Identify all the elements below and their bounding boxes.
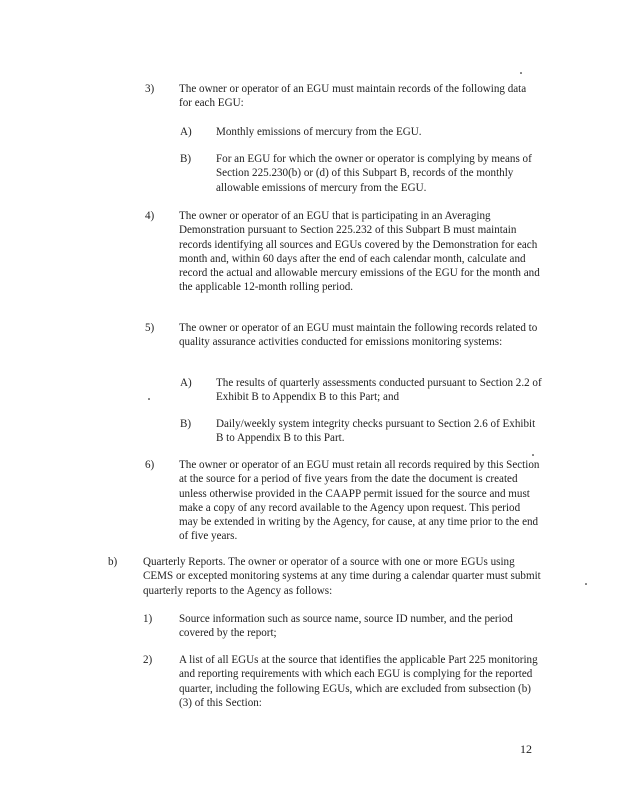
item-text: Monthly emissions of mercury from the EGU. xyxy=(216,126,422,138)
item-label: 5) xyxy=(145,322,155,334)
item-label: B) xyxy=(180,418,192,430)
item-text: The results of quarterly assessments conducted pursuant to Section 2.2 of Exhibit B to Appendix B to this Part; and xyxy=(216,377,542,404)
item-label: 2) xyxy=(143,654,153,666)
item-text: For an EGU for which the owner or operator is complying by means of Section 225.230(b) or (d) of this Subpart B, records of the monthly allowable emissions of mercury from the EGU. xyxy=(216,153,532,194)
item-text: The owner or operator of an EGU must retain all records required by this Section at the source for a period of five years from the date the document is created unless otherwise provided in the CAAPP permit issued for the source and must make a copy of any record available to the Agency upon request. This period may be extended in writing by the Agency, for cause, at any time prior to the end of five years. xyxy=(179,459,540,543)
scan-speck xyxy=(520,72,522,74)
item-text: Quarterly Reports. The owner or operator of a source with one or more EGUs using CEMS or excepted monitoring systems at any time during a calendar quarter must submit quarterly reports to the Agency as follows: xyxy=(143,556,541,597)
item-label: 6) xyxy=(145,459,155,471)
item-text: The owner or operator of an EGU must maintain the following records related to quality assurance activities conducted for emissions monitoring systems: xyxy=(179,322,538,349)
item-text: The owner or operator of an EGU must maintain records of the following data for each EGU: xyxy=(179,83,527,110)
item-label: A) xyxy=(180,126,192,138)
item-label: 3) xyxy=(145,83,155,95)
item-text: Source information such as source name, source ID number, and the period covered by the report; xyxy=(179,613,513,640)
item-label: B) xyxy=(180,153,192,165)
page-number: 12 xyxy=(520,742,532,756)
scan-speck xyxy=(148,398,150,400)
item-text: The owner or operator of an EGU that is participating in an Averaging Demonstration pursuant to Section 225.232 of this Subpart B must maintain records identifying all sources and EGUs covered by the Demonstration for each month and, within 60 days after the end of each calendar month, calculate and record the actual and allowable mercury emissions of the EGU for the month and the applicable 12-month rolling period. xyxy=(179,210,540,294)
scan-speck xyxy=(532,454,534,456)
item-label: 1) xyxy=(143,613,153,625)
scan-speck xyxy=(585,583,587,585)
item-label: A) xyxy=(180,377,192,389)
item-label: b) xyxy=(108,556,118,568)
item-label: 4) xyxy=(145,210,155,222)
item-text: A list of all EGUs at the source that identifies the applicable Part 225 monitoring and reporting requirements with which each EGU is complying for the reported quarter, including the following EGUs, which are excluded from subsection (b)(3) of this Section: xyxy=(179,654,538,709)
item-text: Daily/weekly system integrity checks pursuant to Section 2.6 of Exhibit B to Appendix B to this Part. xyxy=(216,418,536,445)
